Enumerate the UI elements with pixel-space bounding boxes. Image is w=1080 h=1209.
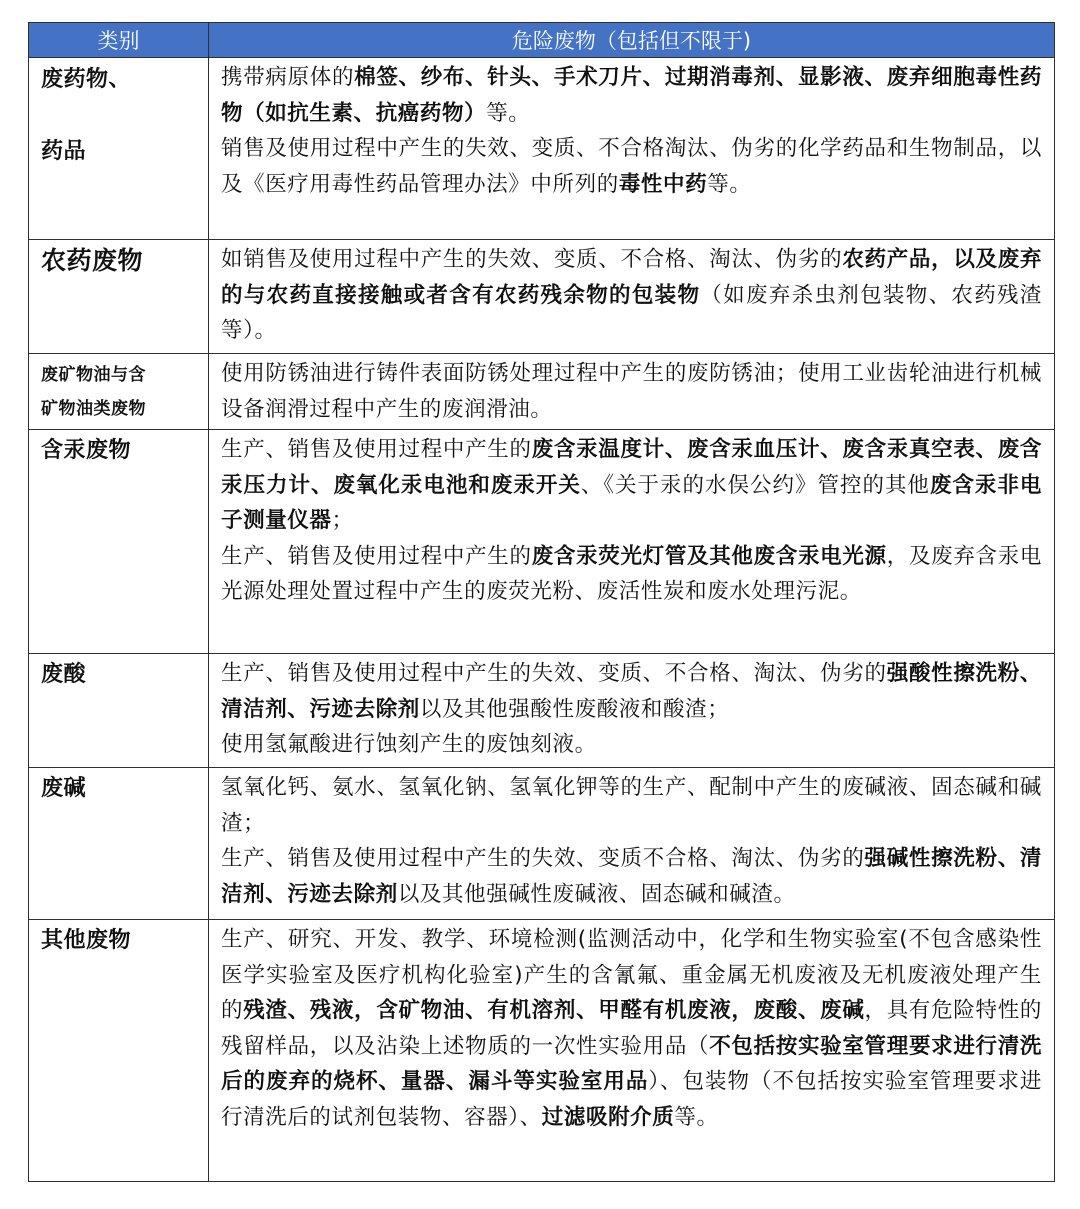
category-cell: [29, 240, 209, 354]
description-cell: [209, 354, 1055, 430]
table-row: [29, 768, 1055, 920]
category-label: 废酸: [41, 662, 87, 687]
table-row: [29, 654, 1055, 768]
description-paragraph: 如销售及使用过程中产生的失效、变质、不合格、淘汰、伪劣的农药产品，以及废弃的与农药直接接触或者含有农药残余物的包装物（如废弃杀虫剂包装物、农药残渣等）。: [221, 247, 1042, 343]
table-row: [29, 354, 1055, 430]
category-label: 农药废物: [41, 246, 144, 275]
description-cell: [209, 920, 1055, 1182]
description-paragraph: 使用氢氟酸进行蚀刻产生的废蚀刻液。: [221, 732, 597, 757]
description-paragraph: 使用防锈油进行铸件表面防锈处理过程中产生的废防锈油；使用工业齿轮油进行机械设备润滑过程中产生的废润滑油。: [221, 361, 1042, 422]
description-cell: [209, 654, 1055, 768]
spacer: [221, 202, 1042, 237]
description-paragraph: 生产、销售及使用过程中产生的废含汞荧光灯管及其他废含汞电光源，及废弃含汞电光源处理处置过程中产生的废荧光粉、废活性炭和废水处理污泥。: [221, 543, 1042, 604]
table-row: [29, 240, 1055, 354]
category-label: 废药物、: [41, 67, 132, 92]
description-paragraph: 携带病原体的棉签、纱布、针头、手术刀片、过期消毒剂、显影液、废弃细胞毒性药物（如抗生素、抗癌药物）等。: [221, 65, 1042, 126]
category-cell: [29, 920, 209, 1182]
category-label: 废矿物油与含: [41, 365, 146, 385]
category-cell: [29, 768, 209, 920]
header-category: 类别: [29, 23, 209, 58]
category-label: 药品: [41, 139, 87, 164]
table-row: [29, 58, 1055, 240]
description-paragraph: 生产、销售及使用过程中产生的失效、变质、不合格、淘汰、伪劣的强酸性擦洗粉、清洁剂、污迹去除剂以及其他强酸性废酸液和酸渣；: [221, 661, 1042, 722]
description-cell: [209, 58, 1055, 240]
category-cell: [29, 654, 209, 768]
description-paragraph: 销售及使用过程中产生的失效、变质、不合格淘汰、伪劣的化学药品和生物制品，以及《医疗用毒性药品管理办法》中所列的毒性中药等。: [221, 136, 1042, 197]
category-label: 含汞废物: [41, 438, 132, 463]
description-paragraph: 生产、销售及使用过程中产生的废含汞温度计、废含汞血压计、废含汞真空表、废含汞压力计、废氧化汞电池和废汞开关、《关于汞的水俣公约》管控的其他废含汞非电子测量仪器；: [221, 437, 1042, 533]
description-cell: [209, 430, 1055, 654]
hazardous-waste-table: [28, 22, 1055, 1182]
table-header-row: [29, 23, 1055, 58]
waste-table-container: [28, 22, 1054, 1182]
description-cell: [209, 768, 1055, 920]
header-hazardous-waste: 危险废物（包括但不限于): [209, 23, 1055, 58]
category-label: 废碱: [41, 776, 87, 801]
description-paragraph: 氢氧化钙、氨水、氢氧化钠、氢氧化钾等的生产、配制中产生的废碱液、固态碱和碱渣；: [221, 775, 1042, 836]
category-label: 其他废物: [41, 928, 132, 953]
category-label: 矿物油类废物: [41, 399, 146, 419]
description-cell: [209, 240, 1055, 354]
table-row: [29, 430, 1055, 654]
description-paragraph: 生产、研究、开发、教学、环境检测(监测活动中，化学和生物实验室(不包含感染性医学实验室及医疗机构化验室)产生的含氰氟、重金属无机废液及无机废液处理产生的残渣、残液，含矿物油、有机溶剂、甲醛有机废液，废酸、废碱，具有危险特性的残留样品，以及沾染上述物质的一次性实验用品（不包括按实验室管理要求进行清洗后的废弃的烧杯、量器、漏斗等实验室用品）、包装物（不包括按实验室管理要求进行清洗后的试剂包装物、容器）、过滤吸附介质等。: [221, 927, 1042, 1130]
category-cell: [29, 430, 209, 654]
description-paragraph: 生产、销售及使用过程中产生的失效、变质不合格、淘汰、伪劣的强碱性擦洗粉、清洁剂、污迹去除剂以及其他强碱性废碱液、固态碱和碱渣。: [221, 846, 1042, 907]
table-row: [29, 920, 1055, 1182]
category-cell: [29, 354, 209, 430]
category-cell: [29, 58, 209, 240]
